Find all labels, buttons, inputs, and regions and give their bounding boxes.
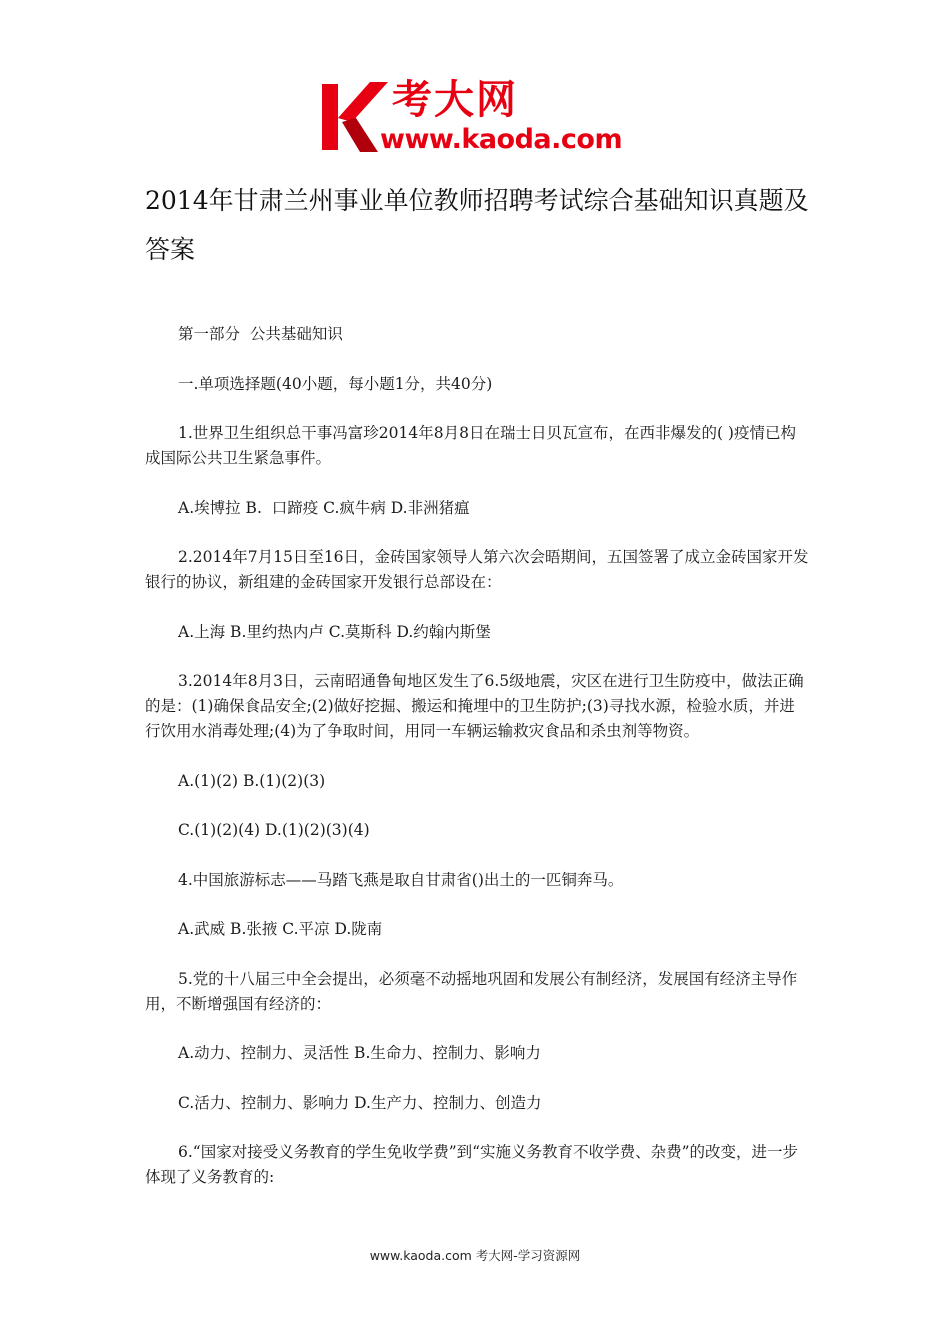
kaoda-logo: [318, 78, 638, 160]
question-3-options-cd: C.(1)(2)(4) D.(1)(2)(3)(4): [178, 821, 370, 839]
document-body: [145, 322, 810, 1215]
logo-brand-text: 考大网: [392, 77, 518, 123]
question-2: 2.2014年7月15日至16日，金砖国家领导人第六次会晤期间，五国签署了成立金砖国家开发银行的协议，新组建的金砖国家开发银行总部设在：: [145, 548, 809, 591]
section-heading: 第一部分 公共基础知识: [178, 325, 343, 343]
question-5: 5.党的十八届三中全会提出，必须毫不动摇地巩固和发展公有制经济，发展国有经济主导作用，不断增强国有经济的：: [145, 969, 798, 1013]
question-type-heading: 一.单项选择题(40小题，每小题1分，共40分): [178, 374, 493, 393]
question-6: 6.“国家对接受义务教育的学生免收学费”到“实施义务教育不收学费、杂费”的改变，进一步体现了义务教育的:: [145, 1143, 798, 1186]
question-3: 3.2014年8月3日，云南昭通鲁甸地区发生了6.5级地震，灾区在进行卫生防疫中，做法正确的是：(1)确保食品安全;(2)做好挖掘、搬运和掩埋中的卫生防护;(3)寻找水源，检验水质，并进行饮用水消毒处理;(4)为了争取时间，用同一车辆运输救灾食品和杀虫剂等物资。: [145, 672, 804, 740]
question-1-options: A.埃博拉 B. 口蹄疫 C.疯牛病 D.非洲猪瘟: [178, 498, 470, 517]
question-5-options-cd: C.活力、控制力、影响力 D.生产力、控制力、创造力: [178, 1093, 542, 1112]
document-title: 2014年甘肃兰州事业单位教师招聘考试综合基础知识真题及答案: [145, 186, 809, 264]
question-5-options-ab: A.动力、控制力、灵活性 B.生命力、控制力、影响力: [178, 1044, 541, 1062]
logo-url-text: www.kaoda.com: [380, 124, 623, 155]
page-footer: www.kaoda.com 考大网-学习资源网: [369, 1248, 581, 1263]
question-4: 4.中国旅游标志——马踏飞燕是取自甘肃省()出土的一匹铜奔马。: [178, 870, 624, 889]
question-3-options-ab: A.(1)(2) B.(1)(2)(3): [178, 771, 326, 790]
question-4-options: A.武威 B.张掖 C.平凉 D.陇南: [178, 920, 383, 938]
question-1: 1.世界卫生组织总干事冯富珍2014年8月8日在瑞士日贝瓦宣布，在西非爆发的( )疫情已构成国际公共卫生紧急事件。: [145, 424, 796, 467]
question-2-options: A.上海 B.里约热内卢 C.莫斯科 D.约翰内斯堡: [178, 622, 491, 641]
